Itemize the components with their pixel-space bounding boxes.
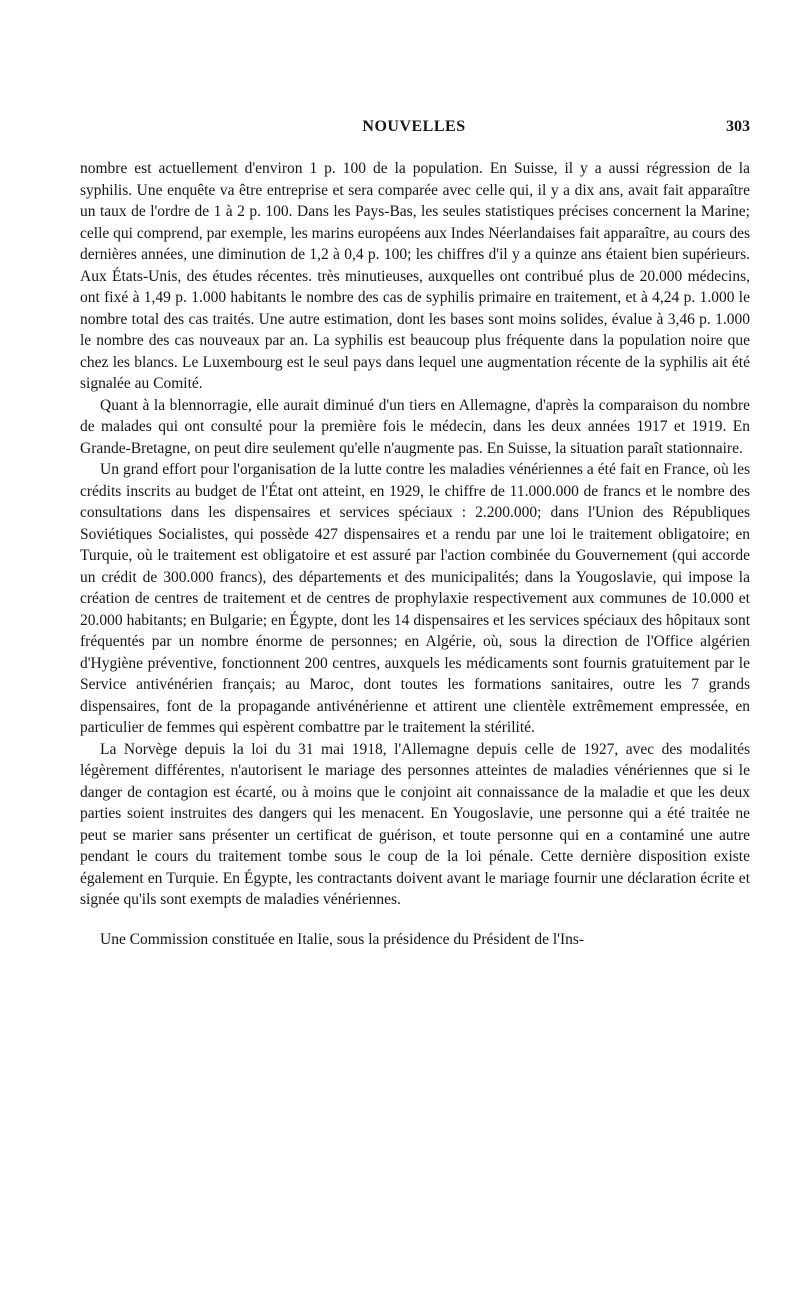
paragraph-organisation-of-fight: Un grand effort pour l'organisation de la lutte contre les maladies vénériennes a été fait en France, où les crédits inscrits au budget de l'État ont atteint, en 1929, le chiffre de 11.000.000 de francs et le nombre des consultations dans les dispensaires et services spéciaux : 2.200.000; dans l'Union des Républiques Soviétiques Socialistes, qui possède 427 dispensaires et a rendu par une loi le traitement obligatoire; en Turquie, où le traitement est obligatoire et est assuré par l'action combinée du Gouvernement (qui accorde un crédit de 300.000 francs), des départements et des municipalités; dans la Yougoslavie, qui impose la création de centres de traitement et de centres de prophylaxie respectivement aux communes de 10.000 et 20.000 habitants; en Bulgarie; en Égypte, dont les 14 dispensaires et les services spéciaux des hôpitaux sont fréquentés par un nombre énorme de personnes; en Algérie, où, sous la direction de l'Office algérien d'Hygiène préventive, fonctionnent 200 centres, auxquels les médicaments sont fournis gratuitement par le Service antivénérien français; au Maroc, dont toutes les formations sanitaires, outre les 7 grands dispensaires, font de la propagande antivénérienne et attirent une clientèle extrêmement empressée, en particulier de femmes qui espèrent combattre par le traitement la stérilité. — [80, 461, 750, 736]
paragraph-italian-commission: Une Commission constituée en Italie, sous la présidence du Président de l'Ins- — [100, 930, 585, 948]
paragraph-marriage-laws: La Norvège depuis la loi du 31 mai 1918, l'Allemagne depuis celle de 1927, avec des modalités légèrement différentes, n'autorisent le mariage des personnes atteintes de maladies vénériennes que si le danger de contagion est écarté, ou à moins que le conjoint ait connaissance de la maladie et que les deux parties soient instruites des dangers qui les menacent. En Yougoslavie, une personne qui a été traitée ne peut se marier sans présenter un certificat de guérison, et toute personne qui en a contaminé une autre pendant le cours du traitement tombe sous le coup de la loi pénale. Cette dernière disposition existe également en Turquie. En Égypte, les contractants doivent avant le mariage fournir une déclaration écrite et signée qu'ils sont exempts de maladies vénériennes. — [80, 740, 750, 908]
running-header — [78, 118, 750, 142]
page-number: 303 — [726, 118, 750, 135]
body-text — [80, 158, 750, 950]
paragraph-syphilis-statistics: nombre est actuellement d'environ 1 p. 100 de la population. En Suisse, il y a aussi régression de la syphilis. Une enquête va être entreprise et sera comparée avec celle qui, il y a dix ans, avait fait apparaître un taux de l'ordre de 1 à 2 p. 100. Dans les Pays-Bas, les seules statistiques précises concernent la Marine; celle qui comprend, par exemple, les marins européens aux Indes Néerlandaises fait apparaître, au cours des dernières années, une diminution de 1,2 à 0,4 p. 100; les chiffres d'il y a quinze ans étaient bien supérieurs. Aux États-Unis, des études récentes. très minutieuses, auxquelles ont contribué plus de 20.000 médecins, ont fixé à 1,49 p. 1.000 habitants le nombre des cas de syphilis primaire en traitement, et à 4,24 p. 1.000 le nombre total des cas traités. Une autre estimation, dont les bases sont moins solides, évalue à 3,46 p. 1.000 le nombre des cas nouveaux par an. La syphilis est beaucoup plus fréquente dans la population noire que chez les blancs. Le Luxembourg est le seul pays dans lequel une augmentation récente de la syphilis ait été signalée au Comité. — [80, 160, 750, 392]
running-title: NOUVELLES — [362, 118, 466, 135]
paragraph-blennorrhagia: Quant à la blennorragie, elle aurait diminué d'un tiers en Allemagne, d'après la comparaison du nombre de malades qui ont consulté pour la première fois le médecin, dans les deux années 1917 et 1919. En Grande-Bretagne, on peut dire seulement qu'elle n'augmente pas. En Suisse, la situation paraît stationnaire. — [80, 396, 750, 457]
